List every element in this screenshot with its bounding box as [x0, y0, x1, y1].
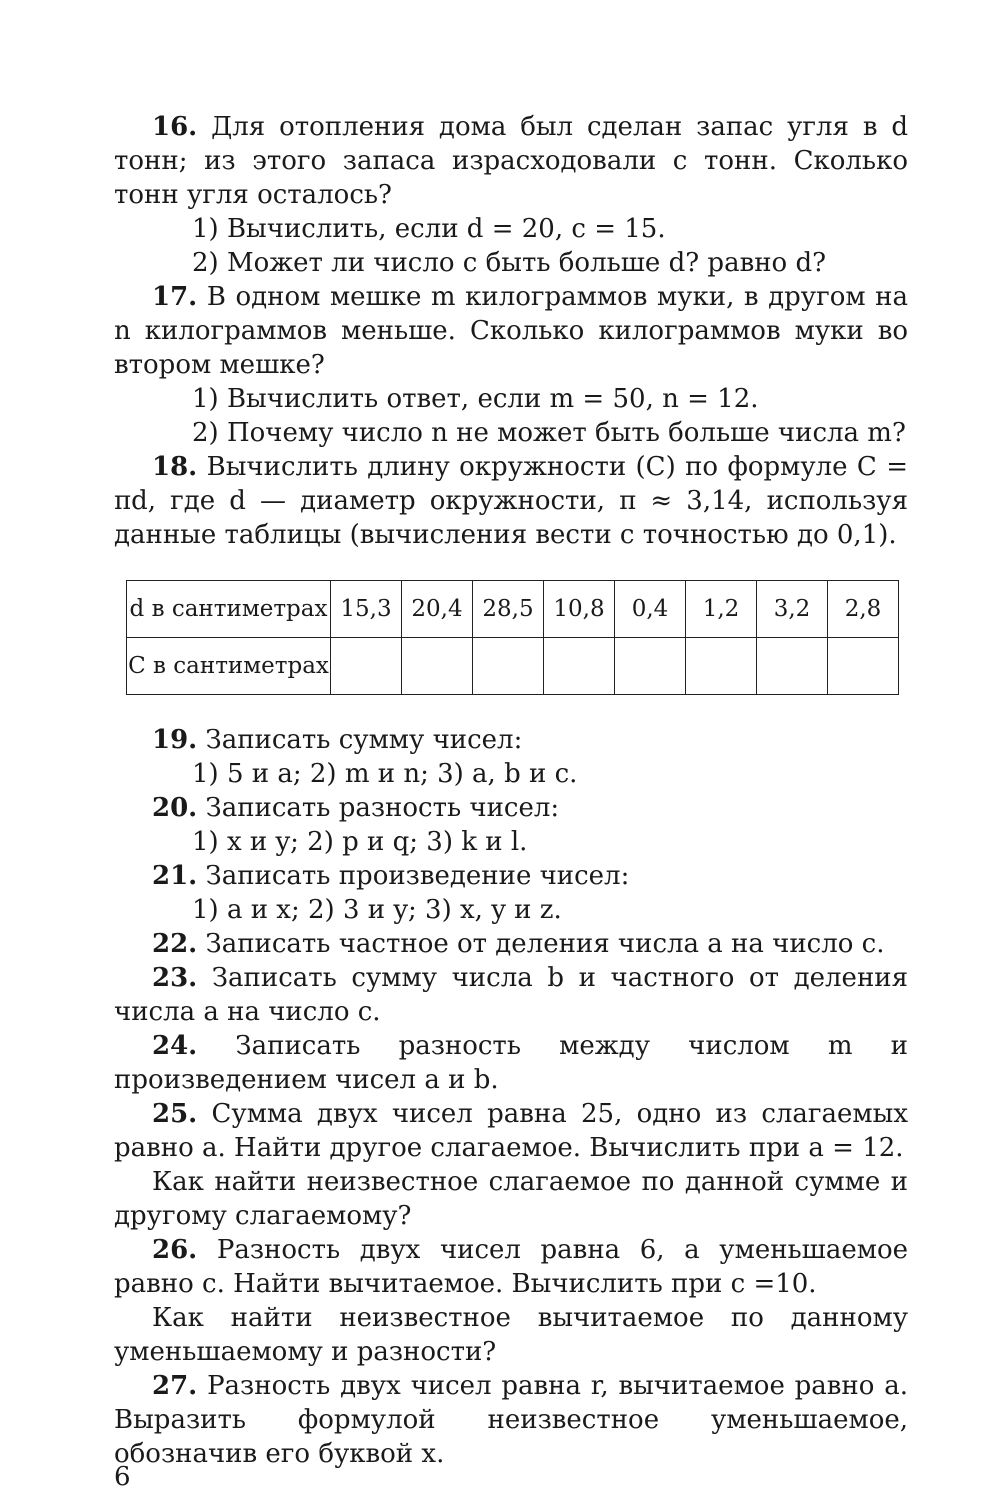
- problem-17-q2: 2) Почему число n не может быть больше числа m?: [192, 418, 906, 448]
- table-cell: 10,8: [544, 581, 615, 638]
- problem-number: 20.: [152, 793, 198, 823]
- problem-text: Вычислить длину окружности (C) по формуле C = πd, где d — диаметр окружности, π ≈ 3,14, используя данные таблицы (вычисления вести с точностью до 0,1).: [114, 452, 908, 550]
- table-cell: 15,3: [331, 581, 402, 638]
- problem-number: 21.: [152, 861, 198, 891]
- problem-text: Записать разность чисел:: [205, 793, 560, 823]
- problem-number: 19.: [152, 725, 198, 755]
- empty-cell: [686, 638, 757, 695]
- table-row: [127, 638, 899, 695]
- page-content: [114, 110, 908, 1471]
- table-cell: 1,2: [686, 581, 757, 638]
- problem-22: [114, 927, 908, 961]
- problem-20: [114, 791, 908, 825]
- problem-26: [114, 1233, 908, 1301]
- problem-text: Записать сумму чисел:: [205, 725, 523, 755]
- problem-number: 27.: [152, 1371, 198, 1401]
- empty-cell: [544, 638, 615, 695]
- problem-21: [114, 859, 908, 893]
- problem-text: Записать разность между числом m и произведением чисел a и b.: [114, 1031, 909, 1095]
- problem-17-q1: 1) Вычислить ответ, если m = 50, n = 12.: [192, 384, 759, 414]
- problem-26-question: Как найти неизвестное вычитаемое по данному уменьшаемому и разности?: [114, 1303, 908, 1367]
- problem-17: [114, 280, 908, 382]
- problem-text: Для отопления дома был сделан запас угля в d тонн; из этого запаса израсходовали c тонн. Сколько тонн угля осталось?: [114, 112, 909, 210]
- empty-cell: [757, 638, 828, 695]
- problem-21-items: 1) a и x; 2) 3 и y; 3) x, y и z.: [192, 895, 562, 925]
- problem-text: Записать произведение чисел:: [205, 861, 630, 891]
- table-cell: 28,5: [473, 581, 544, 638]
- problem-16-q1: 1) Вычислить, если d = 20, c = 15.: [192, 214, 666, 244]
- circumference-table: [126, 580, 899, 695]
- problem-text: Записать частное от деления числа a на число c.: [205, 929, 885, 959]
- problem-18: [114, 450, 908, 552]
- empty-cell: [615, 638, 686, 695]
- problem-number: 16.: [152, 112, 198, 142]
- problem-19: [114, 723, 908, 757]
- problem-number: 18.: [152, 452, 198, 482]
- problem-number: 25.: [152, 1099, 198, 1129]
- problem-number: 17.: [152, 282, 198, 312]
- problem-text: Разность двух чисел равна 6, а уменьшаемое равно c. Найти вычитаемое. Вычислить при c =10.: [114, 1235, 909, 1299]
- problem-25: [114, 1097, 908, 1165]
- problem-number: 23.: [152, 963, 198, 993]
- empty-cell: [473, 638, 544, 695]
- problem-19-items: 1) 5 и a; 2) m и n; 3) a, b и c.: [192, 759, 578, 789]
- problem-25-question: Как найти неизвестное слагаемое по данной сумме и другому слагаемому?: [114, 1167, 908, 1231]
- table-row: [127, 581, 899, 638]
- problem-16-q2: 2) Может ли число c быть больше d? равно d?: [192, 248, 827, 278]
- table-cell: 20,4: [402, 581, 473, 638]
- row-label-c: C в сантиметрах: [127, 638, 331, 695]
- problem-text: Сумма двух чисел равна 25, одно из слагаемых равно a. Найти другое слагаемое. Вычислить при a = 12.: [114, 1099, 908, 1163]
- table-cell: 0,4: [615, 581, 686, 638]
- problem-23: [114, 961, 908, 1029]
- problem-number: 22.: [152, 929, 198, 959]
- problem-number: 24.: [152, 1031, 198, 1061]
- empty-cell: [402, 638, 473, 695]
- problem-text: Разность двух чисел равна r, вычитаемое равно a. Выразить формулой неизвестное уменьшаемое, обозначив его буквой x.: [114, 1371, 908, 1469]
- page-number: 6: [114, 1462, 131, 1492]
- problem-20-items: 1) x и y; 2) p и q; 3) k и l.: [192, 827, 528, 857]
- table-cell: 2,8: [828, 581, 899, 638]
- problem-text: Записать сумму числа b и частного от деления числа a на число c.: [114, 963, 908, 1027]
- row-label-d: d в сантиметрах: [127, 581, 331, 638]
- table-cell: 3,2: [757, 581, 828, 638]
- problem-24: [114, 1029, 908, 1097]
- problem-27: [114, 1369, 908, 1471]
- empty-cell: [331, 638, 402, 695]
- problem-number: 26.: [152, 1235, 198, 1265]
- problem-text: В одном мешке m килограммов муки, в другом на n килограммов меньше. Сколько килограммов муки во втором мешке?: [114, 282, 908, 380]
- empty-cell: [828, 638, 899, 695]
- problem-16: [114, 110, 908, 212]
